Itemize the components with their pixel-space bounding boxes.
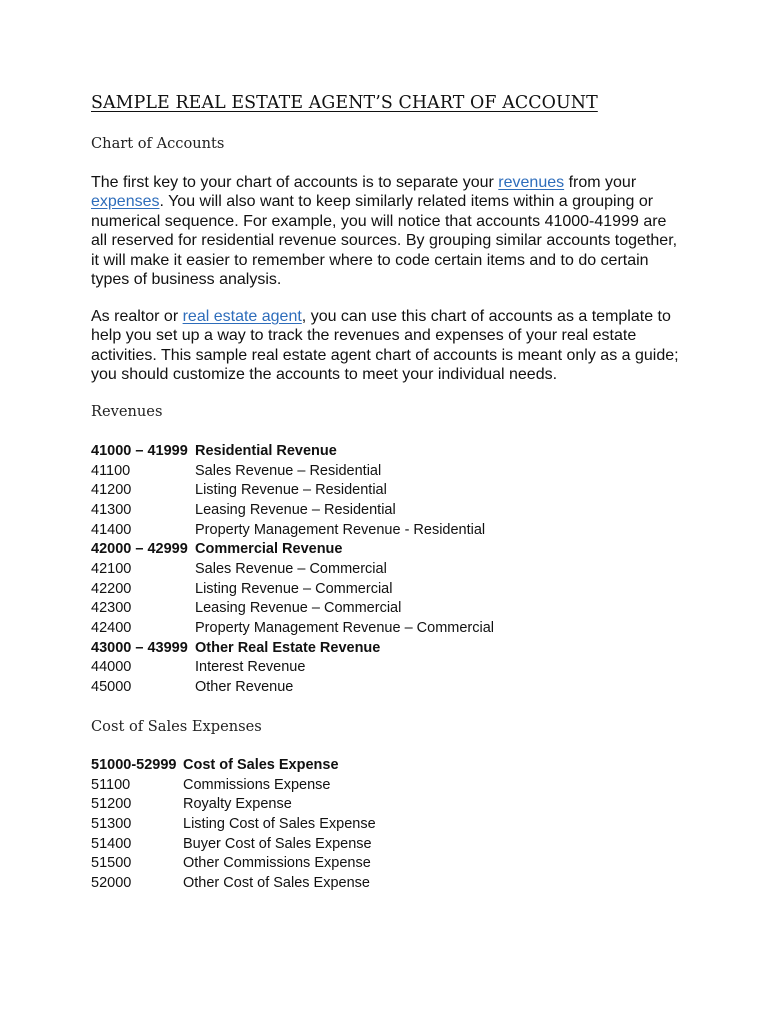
account-name: Sales Revenue – Residential [195, 462, 382, 479]
account-name: Commercial Revenue [195, 541, 343, 558]
account-code: 44000 [91, 659, 132, 676]
cost-of-sales-table [91, 755, 376, 893]
section-heading-revenues: Revenues [91, 403, 163, 420]
account-name: Listing Cost of Sales Expense [183, 815, 376, 832]
account-code: 51100 [91, 776, 131, 793]
account-group-row [91, 755, 376, 775]
document-title: SAMPLE REAL ESTATE AGENT’S CHART OF ACCOUNT [91, 93, 598, 113]
revenues-link[interactable]: revenues [498, 174, 565, 191]
account-name: Other Commissions Expense [183, 855, 371, 872]
account-group-row [91, 539, 494, 559]
account-code: 51000-52999 [91, 756, 177, 773]
account-row [91, 520, 494, 540]
realtor-text-1: As realtor or [91, 308, 183, 325]
account-name: Other Real Estate Revenue [195, 639, 381, 656]
account-name: Residential Revenue [195, 442, 337, 459]
account-code: 42100 [91, 560, 132, 577]
account-name: Cost of Sales Expense [183, 756, 339, 773]
realtor-paragraph [91, 307, 681, 385]
intro-paragraph [91, 173, 681, 289]
account-row [91, 480, 494, 500]
account-row [91, 658, 494, 678]
account-code: 42400 [91, 620, 132, 637]
intro-text-1: The first key to your chart of accounts is to separate your [91, 174, 499, 191]
account-row [91, 599, 494, 619]
account-code: 51200 [91, 796, 132, 813]
account-row [91, 775, 376, 795]
account-name: Other Cost of Sales Expense [183, 874, 370, 891]
account-row [91, 579, 494, 599]
revenues-table [91, 441, 494, 697]
section-heading-chart-of-accounts: Chart of Accounts [91, 135, 225, 152]
account-name: Property Management Revenue - Residential [195, 521, 486, 538]
account-row [91, 794, 376, 814]
section-heading-cost-of-sales: Cost of Sales Expenses [91, 718, 262, 735]
account-code: 41300 [91, 501, 132, 518]
realtor-text-2: , you can use this chart of accounts as a template to help you set up a way to track the revenues and expenses of your real estate activities. This sample real estate agent chart of accounts is meant only as a guide; you should customize the accounts to meet your individual needs. [91, 308, 679, 384]
account-code: 52000 [91, 874, 132, 891]
account-code: 41400 [91, 521, 132, 538]
account-row [91, 618, 494, 638]
account-code: 41000 – 41999 [91, 442, 188, 459]
account-code: 51400 [91, 835, 132, 852]
account-code: 51300 [91, 815, 132, 832]
account-row [91, 559, 494, 579]
account-name: Leasing Revenue – Commercial [195, 600, 402, 617]
account-code: 42000 – 42999 [91, 541, 188, 558]
intro-text-2: from your [564, 174, 637, 191]
account-name: Interest Revenue [195, 659, 306, 676]
account-row [91, 834, 376, 854]
account-row [91, 853, 376, 873]
account-row [91, 677, 494, 697]
account-group-row [91, 441, 494, 461]
account-code: 43000 – 43999 [91, 639, 188, 656]
account-name: Listing Revenue – Residential [195, 482, 387, 499]
intro-text-3: . You will also want to keep similarly related items within a grouping or numerical sequence. For example, you will notice that accounts 41000-41999 are all reserved for residential revenue sources. By grouping similar accounts together, it will make it easier to remember where to code certain items and to do certain types of business analysis. [91, 193, 678, 289]
account-code: 42200 [91, 580, 132, 597]
account-name: Other Revenue [195, 679, 294, 696]
account-code: 45000 [91, 679, 132, 696]
account-name: Royalty Expense [183, 796, 292, 813]
account-code: 41200 [91, 482, 132, 499]
real-estate-agent-link[interactable]: real estate agent [182, 308, 302, 325]
account-name: Commissions Expense [183, 776, 331, 793]
account-name: Sales Revenue – Commercial [195, 560, 387, 577]
account-name: Property Management Revenue – Commercial [195, 620, 494, 637]
account-group-row [91, 638, 494, 658]
account-code: 41100 [91, 462, 131, 479]
account-code: 42300 [91, 600, 132, 617]
account-row [91, 814, 376, 834]
account-code: 51500 [91, 855, 132, 872]
account-row [91, 461, 494, 481]
account-name: Leasing Revenue – Residential [195, 501, 396, 518]
account-row [91, 873, 376, 893]
account-name: Buyer Cost of Sales Expense [183, 835, 372, 852]
account-name: Listing Revenue – Commercial [195, 580, 393, 597]
account-row [91, 500, 494, 520]
expenses-link[interactable]: expenses [91, 193, 160, 211]
